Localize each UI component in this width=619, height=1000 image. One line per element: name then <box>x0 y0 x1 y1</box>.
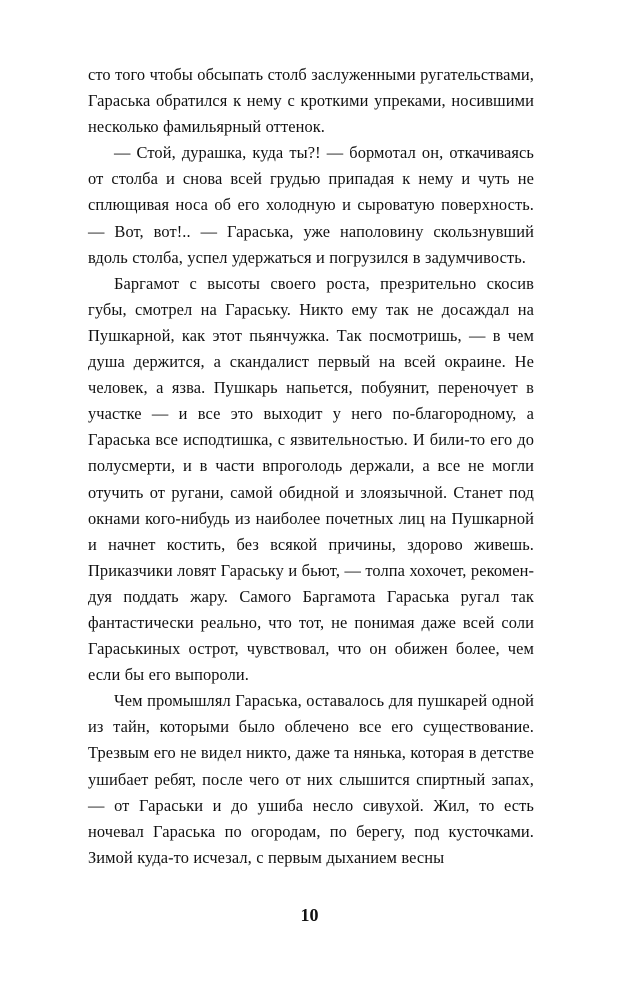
paragraph: Баргамот с высоты своего роста, презрительно скосив губы, смотрел на Гараську. Никто ему так не досаждал на Пушкарной, как этот пьянчужка. Так посмотришь, — в чем душа держится, а скандалист первый на всей окраине. Не человек, а язва. Пушкарь напьется, побуянит, переночует в участке — и все это выходит у него по-благородному, а Гараська все исподтишка, с язвительностью. И били-то его до полусмерти, и в части впроголодь держали, а все не могли отучить от ругани, самой обидной и злоязычной. Станет под окнами кого-нибудь из наиболее почетных лиц на Пушкарной и начнет костить, без всякой причины, здорово живешь. Приказчики ловят Гараську и бьют, — толпа хохочет, рекомендуя поддать жару. Самого Баргамота Гараська ругал так фантастически реально, что тот, не понимая даже всей соли Гараськиных острот, чувствовал, что он обижен более, чем если бы его выпороли. <box>88 273 534 685</box>
paragraph: сто того чтобы обсыпать столб заслуженными ругательствами, Гараська обратился к нему с кроткими упреками, носившими несколько фамильярный оттенок. <box>88 65 534 137</box>
page-text-body <box>88 62 534 871</box>
paragraph: — Стой, дурашка, куда ты?! — бормотал он, откачиваясь от столба и снова всей грудью припадая к нему и чуть не сплющивая носа об его холодную и сыроватую поверхность. — Вот, вот!.. — Гараська, уже наполовину скользнувший вдоль столба, успел удержаться и погрузился в задумчивость. <box>88 143 534 267</box>
paragraph: Чем промышлял Гараська, оставалось для пушкарей одной из тайн, которыми было облечено все его существование. Трезвым его не видел никто, даже та нянька, которая в детстве ушибает ребят, после чего от них слышится спиртный запах, — от Гараськи и до ушиба несло сивухой. Жил, то есть ночевал Гараська по огородам, по берегу, под кусточками. Зимой куда-то исчезал, с первым дыханием весны <box>88 691 535 867</box>
page-number: 10 <box>300 905 319 925</box>
